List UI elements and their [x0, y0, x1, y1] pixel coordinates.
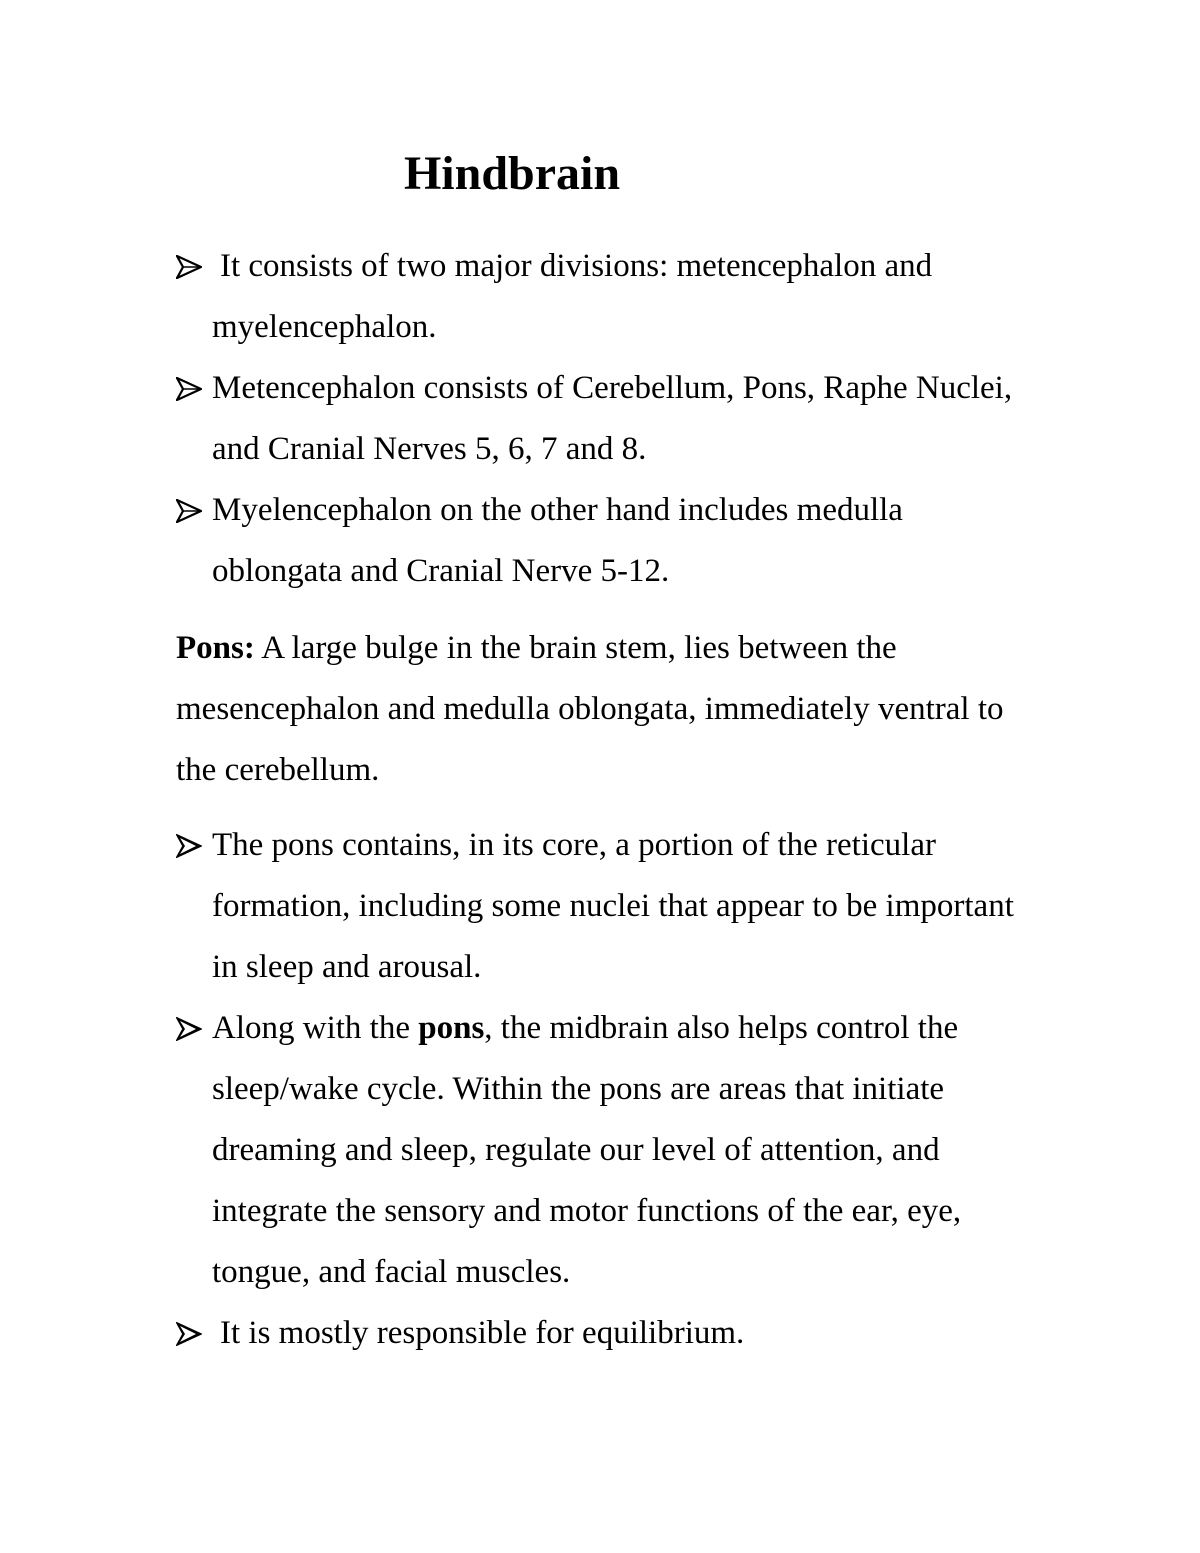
- pons-bullet-list: [176, 815, 1026, 1364]
- division-bullet-list: [176, 236, 1026, 602]
- arrowhead-bullet-icon: [176, 236, 206, 297]
- arrowhead-bullet-icon: [176, 480, 206, 541]
- list-item-text: Myelencephalon on the other hand includes medulla oblongata and Cranial Nerve 5-12.: [212, 492, 903, 589]
- list-item: [176, 1303, 1026, 1364]
- list-item: [176, 998, 1026, 1303]
- list-item-text: It is mostly responsible for equilibrium.: [220, 1315, 745, 1351]
- arrowhead-bullet-icon: [176, 815, 206, 876]
- pons-term: Pons:: [176, 630, 255, 666]
- text-run: , the midbrain also helps control the sleep/wake cycle. Within the pons are areas that initiate dreaming and sleep, regulate our level of attention, and integrate the sensory and motor functions of the ear, eye, tongue, and facial muscles.: [212, 1010, 962, 1290]
- arrowhead-bullet-icon: [176, 998, 206, 1059]
- list-item: [176, 480, 1026, 602]
- pons-definition-text: A large bulge in the brain stem, lies between the mesencephalon and medulla oblongata, immediately ventral to the cerebellum.: [176, 630, 1004, 788]
- list-item: [176, 236, 1026, 358]
- arrowhead-bullet-icon: [176, 358, 206, 419]
- arrowhead-bullet-icon: [176, 1303, 206, 1364]
- list-item-text: The pons contains, in its core, a portion of the reticular formation, including some nuclei that appear to be important in sleep and arousal.: [212, 827, 1014, 985]
- text-run: Along with the: [212, 1010, 419, 1046]
- list-item-text: [212, 1010, 961, 1290]
- pons-bold-word: pons: [418, 1010, 485, 1046]
- list-item: [176, 358, 1026, 480]
- list-item-text: Metencephalon consists of Cerebellum, Pons, Raphe Nuclei, and Cranial Nerves 5, 6, 7 and 8.: [212, 370, 1013, 467]
- page-title: Hindbrain: [403, 147, 621, 200]
- pons-definition-paragraph: [176, 618, 1036, 801]
- list-item-text: It consists of two major divisions: metencephalon and myelencephalon.: [212, 248, 933, 345]
- list-item: [176, 815, 1026, 998]
